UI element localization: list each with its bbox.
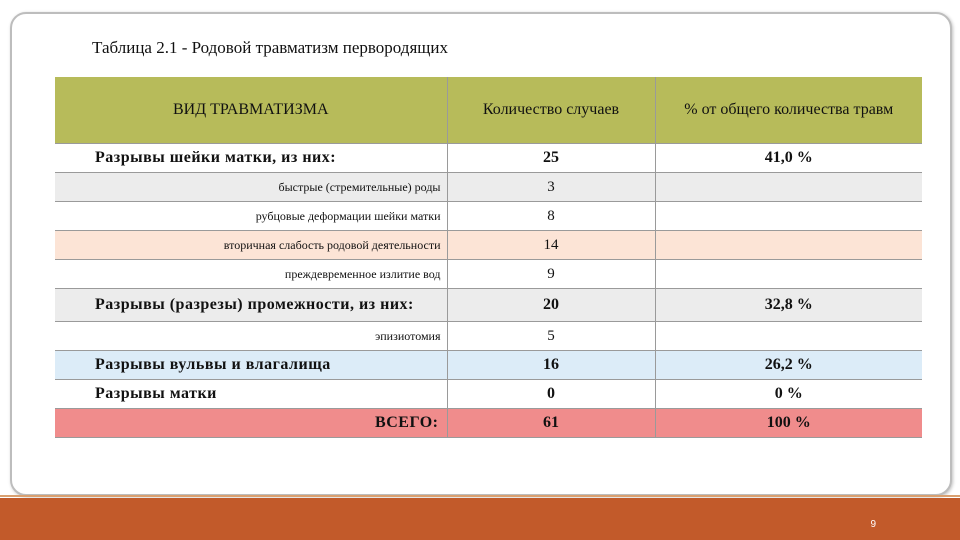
row-percent [655,231,922,260]
table-row [55,260,922,289]
row-name: Разрывы вульвы и влагалища [55,351,447,380]
row-percent [655,173,922,202]
header-type: ВИД ТРАВМАТИЗМА [55,77,447,144]
table-title: Таблица 2.1 - Родовой травматизм первородящих [92,38,448,57]
row-name: Разрывы (разрезы) промежности, из них: [55,289,447,322]
table-row [55,351,922,380]
table-row [55,231,922,260]
row-name: рубцовые деформации шейки матки [55,202,447,231]
header-percent: % от общего количества травм [655,77,922,144]
row-percent: 100 % [655,409,922,438]
row-percent: 32,8 % [655,289,922,322]
table-row [55,289,922,322]
row-count: 25 [447,144,655,173]
table-row [55,202,922,231]
header-count: Количество случаев [447,77,655,144]
row-percent: 0 % [655,380,922,409]
row-percent [655,260,922,289]
row-percent [655,202,922,231]
row-name: быстрые (стремительные) роды [55,173,447,202]
footer-bar [0,498,960,540]
row-name: ВСЕГО: [55,409,447,438]
row-count: 5 [447,322,655,351]
table-row [55,380,922,409]
row-name: Разрывы шейки матки, из них: [55,144,447,173]
row-count: 0 [447,380,655,409]
row-count: 14 [447,231,655,260]
row-percent: 26,2 % [655,351,922,380]
row-count: 3 [447,173,655,202]
row-percent: 41,0 % [655,144,922,173]
row-count: 16 [447,351,655,380]
row-name: Разрывы матки [55,380,447,409]
row-count: 8 [447,202,655,231]
footer-divider [0,495,960,497]
row-count: 61 [447,409,655,438]
table-header-row [55,77,922,144]
table-row [55,144,922,173]
row-name: эпизиотомия [55,322,447,351]
table-row-total [55,409,922,438]
row-percent [655,322,922,351]
page-number: 9 [870,519,876,530]
row-name: преждевременное излитие вод [55,260,447,289]
row-count: 9 [447,260,655,289]
table-row [55,322,922,351]
table-row [55,173,922,202]
row-name: вторичная слабость родовой деятельности [55,231,447,260]
trauma-table [55,77,922,438]
row-count: 20 [447,289,655,322]
